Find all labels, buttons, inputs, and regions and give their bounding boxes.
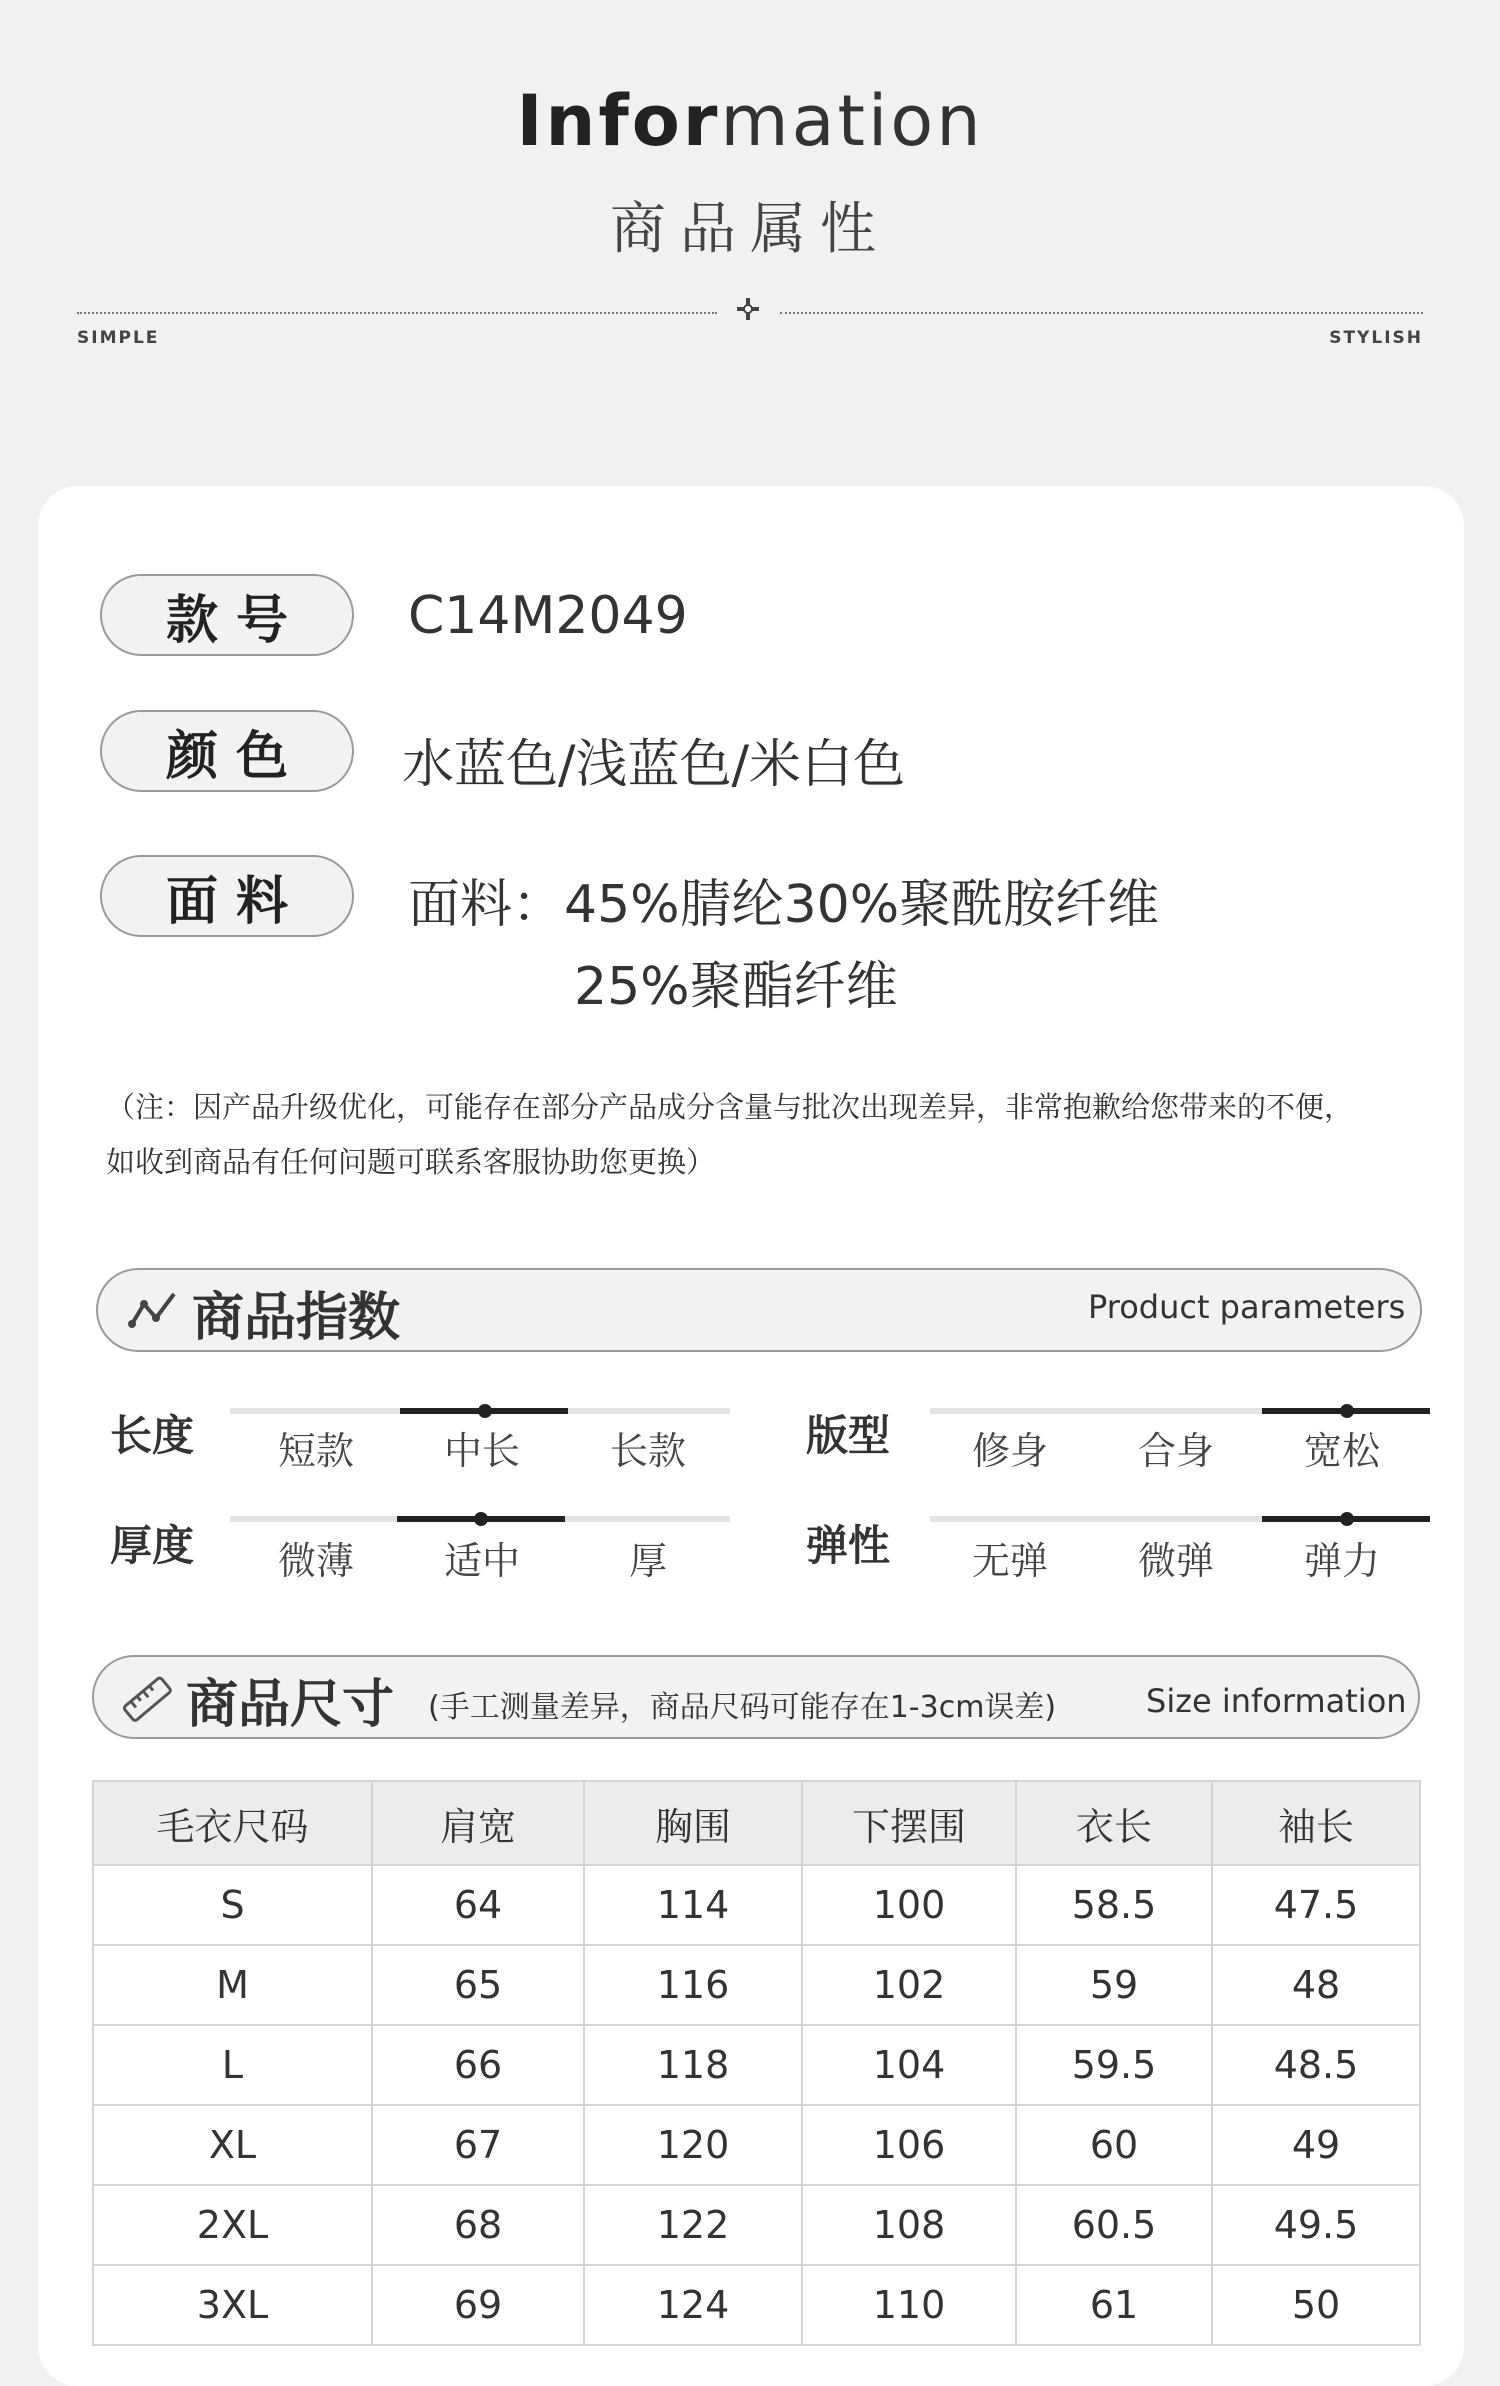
page-title-cn: 商品属性 <box>610 197 890 262</box>
table-cell: 67 <box>372 2105 584 2185</box>
note-line1: （注：因产品升级优化，可能存在部分产品成分含量与批次出现差异，非常抱歉给您带来的不便， <box>106 1090 1354 1124</box>
table-cell: 69 <box>372 2265 584 2345</box>
table-cell: 65 <box>372 1945 584 2025</box>
col-header-chest: 胸围 <box>584 1781 802 1865</box>
stylish-tag: STYLISH <box>1329 328 1423 348</box>
table-cell: 106 <box>802 2105 1016 2185</box>
table-cell: 120 <box>584 2105 802 2185</box>
table-cell: 61 <box>1016 2265 1212 2345</box>
table-cell: 60.5 <box>1016 2185 1212 2265</box>
size-table <box>92 1780 1421 2346</box>
thickness-scale-marker <box>474 1512 488 1526</box>
fabric-label: 面料 <box>100 855 354 937</box>
style-number-label: 款号 <box>100 574 354 656</box>
table-row <box>93 1945 1420 2025</box>
table-cell: 48 <box>1212 1945 1420 2025</box>
table-cell: 60 <box>1016 2105 1212 2185</box>
col-header-size: 毛衣尺码 <box>93 1781 372 1865</box>
divider-right <box>780 312 1423 314</box>
table-row <box>93 1865 1420 1945</box>
table-row <box>93 2025 1420 2105</box>
table-row <box>93 2105 1420 2185</box>
table-cell: 102 <box>802 1945 1016 2025</box>
table-cell: 2XL <box>93 2185 372 2265</box>
table-row <box>93 2185 1420 2265</box>
fabric-value-line2: 25%聚酯纤维 <box>574 957 898 1017</box>
style-number-value: C14M2049 <box>408 586 688 646</box>
table-cell: 49.5 <box>1212 2185 1420 2265</box>
line-chart-icon <box>128 1290 180 1330</box>
table-cell: 48.5 <box>1212 2025 1420 2105</box>
ruler-icon <box>122 1676 174 1724</box>
col-header-hem: 下摆围 <box>802 1781 1016 1865</box>
table-cell: 59.5 <box>1016 2025 1212 2105</box>
fit-option-regular: 合身 <box>1137 1429 1214 1473</box>
fit-option-loose: 宽松 <box>1303 1429 1380 1473</box>
table-cell: 49 <box>1212 2105 1420 2185</box>
table-cell: 116 <box>584 1945 802 2025</box>
table-cell: 118 <box>584 2025 802 2105</box>
product-index-title: 商品指数 <box>192 1288 401 1348</box>
thickness-option-thick: 厚 <box>628 1539 667 1583</box>
page-title-en <box>0 80 1500 162</box>
table-cell: S <box>93 1865 372 1945</box>
table-row <box>93 2265 1420 2345</box>
table-cell: 104 <box>802 2025 1016 2105</box>
fabric-value-line1: 面料：45%腈纶30%聚酰胺纤维 <box>408 875 1160 935</box>
table-cell: M <box>93 1945 372 2025</box>
title-en-light: mation <box>720 80 984 162</box>
table-cell: 68 <box>372 2185 584 2265</box>
note-line2: 如收到商品有任何问题可联系客服协助您更换） <box>106 1145 716 1179</box>
col-header-length: 衣长 <box>1016 1781 1212 1865</box>
table-header-row <box>93 1781 1420 1865</box>
index-label-thickness: 厚度 <box>110 1521 195 1570</box>
elasticity-option-slight: 微弹 <box>1137 1539 1214 1583</box>
fit-option-slim: 修身 <box>971 1429 1048 1473</box>
table-cell: 59 <box>1016 1945 1212 2025</box>
thickness-option-medium: 适中 <box>443 1539 520 1583</box>
table-cell: 3XL <box>93 2265 372 2345</box>
length-option-long: 长款 <box>609 1429 686 1473</box>
col-header-shoulder: 肩宽 <box>372 1781 584 1865</box>
table-cell: L <box>93 2025 372 2105</box>
size-info-note: (手工测量差异，商品尺码可能存在1-3cm误差) <box>428 1690 1057 1725</box>
table-cell: 122 <box>584 2185 802 2265</box>
table-cell: 108 <box>802 2185 1016 2265</box>
ornament-cross-icon <box>735 296 761 322</box>
table-cell: 100 <box>802 1865 1016 1945</box>
index-label-fit: 版型 <box>806 1411 891 1460</box>
fit-scale-marker <box>1340 1404 1354 1418</box>
table-cell: 114 <box>584 1865 802 1945</box>
table-cell: 66 <box>372 2025 584 2105</box>
table-cell: 50 <box>1212 2265 1420 2345</box>
index-label-length: 长度 <box>110 1411 195 1460</box>
table-cell: 110 <box>802 2265 1016 2345</box>
title-en-bold: Infor <box>516 80 721 162</box>
elasticity-scale-marker <box>1340 1512 1354 1526</box>
size-info-title: 商品尺寸 <box>186 1675 395 1735</box>
elasticity-option-stretch: 弹力 <box>1303 1539 1380 1583</box>
simple-tag: SIMPLE <box>77 328 160 348</box>
thickness-option-thin: 微薄 <box>277 1539 354 1583</box>
table-cell: 124 <box>584 2265 802 2345</box>
product-index-subtitle: Product parameters <box>1088 1288 1406 1326</box>
length-option-short: 短款 <box>277 1429 354 1473</box>
color-label: 颜色 <box>100 710 354 792</box>
size-info-subtitle: Size information <box>1146 1682 1407 1720</box>
table-cell: 58.5 <box>1016 1865 1212 1945</box>
color-value: 水蓝色/浅蓝色/米白色 <box>402 735 906 795</box>
col-header-sleeve: 袖长 <box>1212 1781 1420 1865</box>
index-label-elasticity: 弹性 <box>806 1521 891 1570</box>
length-option-medium: 中长 <box>443 1429 520 1473</box>
table-cell: 47.5 <box>1212 1865 1420 1945</box>
table-cell: XL <box>93 2105 372 2185</box>
elasticity-option-none: 无弹 <box>971 1539 1048 1583</box>
length-scale-marker <box>478 1404 492 1418</box>
divider-left <box>77 312 717 314</box>
table-cell: 64 <box>372 1865 584 1945</box>
